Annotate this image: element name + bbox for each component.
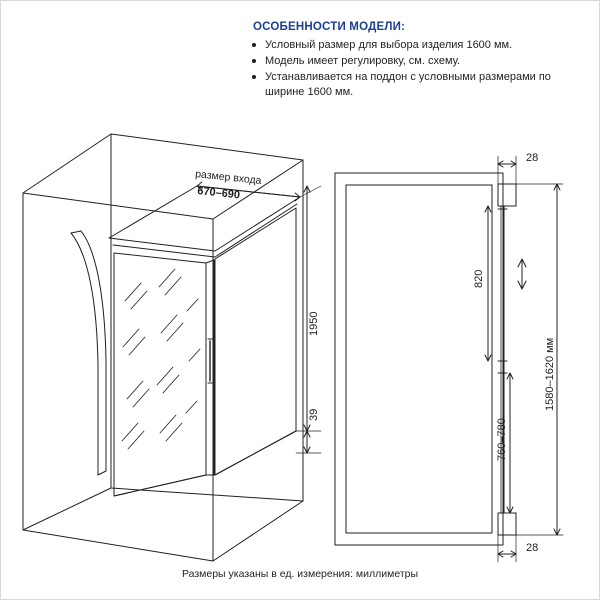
door-bottom-rail — [114, 431, 296, 496]
handle-height-label: 820 — [473, 269, 485, 288]
door-top-rail-inner — [113, 204, 297, 257]
glass-hatch-pattern — [122, 269, 200, 449]
features-title: ОСОБЕННОСТИ МОДЕЛИ: — [253, 21, 406, 33]
curved-wall-profile — [81, 231, 106, 471]
total-range-label: 1580–1620 мм — [544, 337, 556, 411]
height-label: 1950 — [308, 311, 320, 336]
curved-wall-bottom-cap — [98, 471, 106, 475]
elevation-outer-frame — [335, 173, 503, 545]
glass-panel-right — [215, 208, 296, 475]
adjust-range-label: 760–780 — [496, 418, 508, 461]
technical-drawing — [1, 1, 600, 601]
footnote: Размеры указаны в ед. измерения: миллиметры — [181, 568, 419, 580]
top-bracket — [498, 184, 516, 206]
list-item: Устанавливается на поддон с условными размерами по ширине 1600 мм. — [265, 70, 577, 100]
bottom-bracket — [498, 513, 516, 535]
entry-value: 670–690 — [196, 185, 241, 202]
left-isometric-view — [23, 134, 321, 561]
bottom-label-right: 28 — [526, 542, 539, 554]
curved-wall-profile-inner — [71, 233, 98, 475]
bottom-label: 39 — [308, 408, 320, 421]
elevation-inner-frame — [346, 185, 492, 533]
list-item: Условный размер для выбора изделия 1600 мм. — [265, 38, 577, 53]
entry-label: размер входа — [194, 168, 263, 187]
enclosure-top-edge — [23, 160, 303, 219]
curved-wall-top-cap — [71, 231, 81, 233]
top-label: 28 — [526, 152, 539, 164]
right-elevation-view — [335, 156, 563, 562]
list-item: Модель имеет регулировку, см. схему. — [265, 54, 577, 69]
glass-panel-left — [114, 253, 206, 496]
